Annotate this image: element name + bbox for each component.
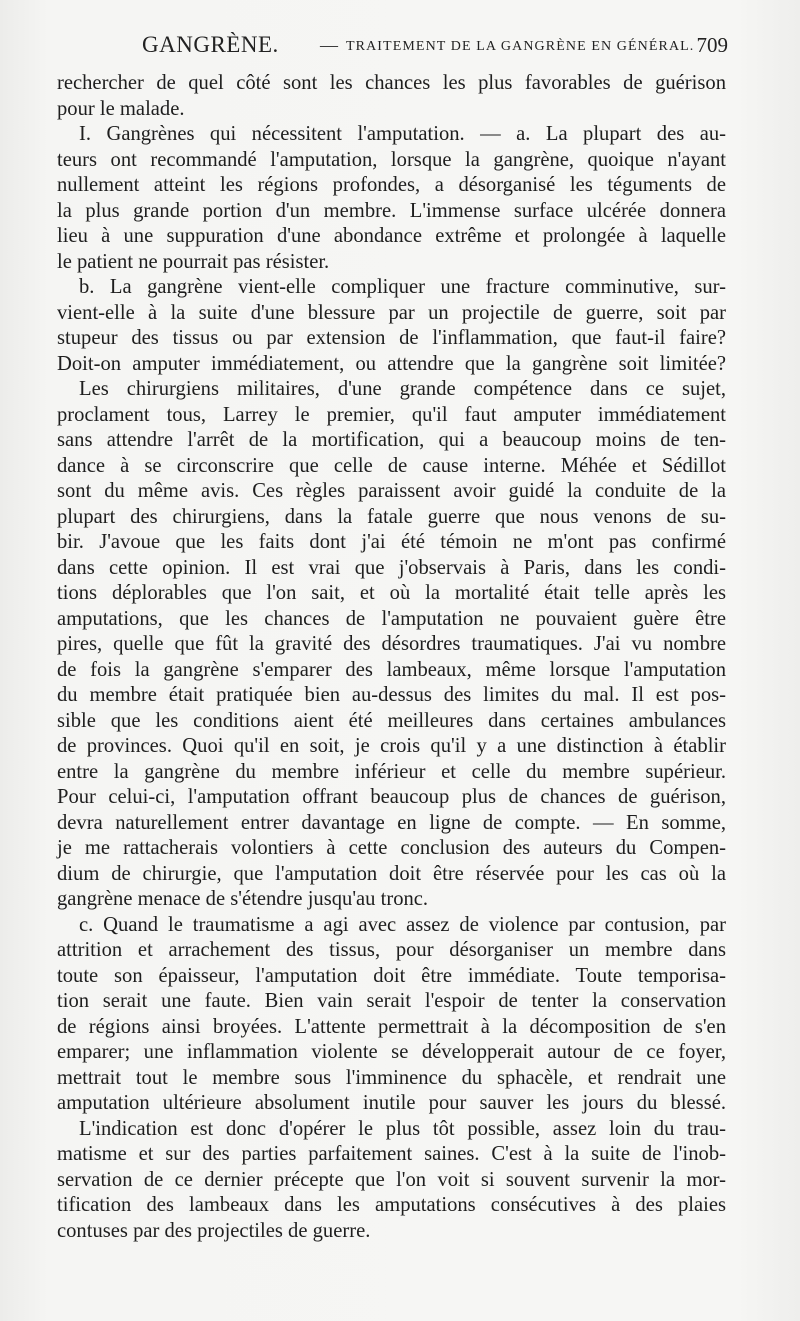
text-line: dance à se circonscrire que celle de cause interne. Méhée et Sédillot [57,454,726,477]
chapter-title: GANGRÈNE. [142,32,279,57]
text-line: du membre était pratiquée bien au-dessus des limites du mal. Il est pos- [57,684,726,706]
text-line: de fois la gangrène s'emparer des lambeaux, même lorsque l'amputation [57,658,726,681]
text-line: sont du même avis. Ces règles paraissent avoir guidé la conduite de la [57,480,726,502]
text-line: plupart des chirurgiens, dans la fatale guerre que nous venons de su- [57,505,726,528]
text-line: tification des lambeaux dans les amputations consécutives à des plaies [57,1194,726,1216]
text-line: de provinces. Quoi qu'il en soit, je crois qu'il y a une distinction à établir [57,735,726,757]
text-line: le patient ne pourrait pas résister. [57,250,330,273]
text-line: matisme et sur des parties parfaitement saines. C'est à la suite de l'inob- [57,1143,726,1165]
text-line: dium de chirurgie, que l'amputation doit être réservée pour les cas où la [57,862,726,885]
text-line: stupeur des tissus ou par extension de l'inflammation, que faut-il faire? [57,327,726,349]
text-line: tions déplorables que l'on sait, et où la mortalité était telle après les [57,582,726,604]
text-line: attrition et arrachement des tissus, pour désorganiser un membre dans [57,939,726,961]
text-line: servation de ce dernier précepte que l'on voit si souvent survenir la mor- [57,1168,726,1191]
text-line: sans attendre l'arrêt de la mortification, qui a beaucoup moins de ten- [57,429,726,451]
text-line: contuses par des projectiles de guerre. [57,1219,371,1242]
section-title: TRAITEMENT DE LA GANGRÈNE EN GÉNÉRAL. [346,39,695,54]
text-line: bir. J'avoue que les faits dont j'ai été témoin ne m'ont pas confirmé [57,531,726,553]
text-line: entre la gangrène du membre inférieur et celle du membre supérieur. [57,760,726,783]
running-header [58,32,728,66]
text-line: amputations, que les chances de l'amputation ne pouvaient guère être [57,607,726,630]
text-line: la plus grande portion d'un membre. L'immense surface ulcérée donnera [57,199,726,222]
header-dash: — [320,35,338,55]
text-line: L'indication est donc d'opérer le plus tôt possible, assez loin du trau- [79,1117,726,1140]
text-line: gangrène menace de s'étendre jusqu'au tronc. [57,888,429,910]
text-line: pour le malade. [57,97,185,120]
text-line: emparer; une inflammation violente se développerait autour de ce foyer, [57,1041,726,1063]
page-number: 709 [696,33,728,57]
text-line: sible que les conditions aient été meilleures dans certaines ambulances [57,709,726,732]
text-line: c. Quand le traumatisme a agi avec assez de violence par contusion, par [79,913,726,936]
text-line: dans cette opinion. Il est vrai que j'observais à Paris, dans les condi- [57,556,726,579]
text-line: teurs ont recommandé l'amputation, lorsque la gangrène, quoique n'ayant [57,148,726,171]
text-line: tion serait une faute. Bien vain serait l'espoir de tenter la conservation [57,990,726,1012]
text-line: proclament tous, Larrey le premier, qu'il faut amputer immédiatement [57,403,726,426]
text-line: toute son épaisseur, l'amputation doit être immédiate. Toute temporisa- [57,964,726,987]
text-line: lieu à une suppuration d'une abondance extrême et prolongée à laquelle [57,225,726,247]
text-line: devra naturellement entrer davantage en ligne de compte. — En somme, [57,811,726,834]
text-line: vient-elle à la suite d'une blessure par un projectile de guerre, soit par [57,301,726,324]
text-line: de régions ainsi broyées. L'attente permettrait à la décomposition de s'en [57,1015,726,1038]
text-line: pires, quelle que fût la gravité des désordres traumatiques. J'ai vu nombre [57,633,726,655]
text-line: b. La gangrène vient-elle compliquer une fracture comminutive, sur- [79,276,726,298]
text-line: amputation ultérieure absolument inutile pour sauver les jours du blessé. [57,1092,726,1114]
text-line: Doit-on amputer immédiatement, ou attendre que la gangrène soit limitée? [57,352,726,375]
text-line: je me rattacherais volontiers à cette conclusion des auteurs du Compen- [57,837,726,859]
text-line: Pour celui-ci, l'amputation offrant beaucoup plus de chances de guérison, [57,786,726,808]
text-line: rechercher de quel côté sont les chances les plus favorables de guérison [57,72,726,94]
text-line: mettrait tout le membre sous l'imminence du sphacèle, et rendrait une [57,1066,726,1089]
text-line: Les chirurgiens militaires, d'une grande compétence dans ce sujet, [79,378,726,400]
body-text [57,71,726,1244]
text-line: nullement atteint les régions profondes, a désorganisé les téguments de [57,174,726,196]
text-line: I. Gangrènes qui nécessitent l'amputation. — a. La plupart des au- [79,123,726,145]
